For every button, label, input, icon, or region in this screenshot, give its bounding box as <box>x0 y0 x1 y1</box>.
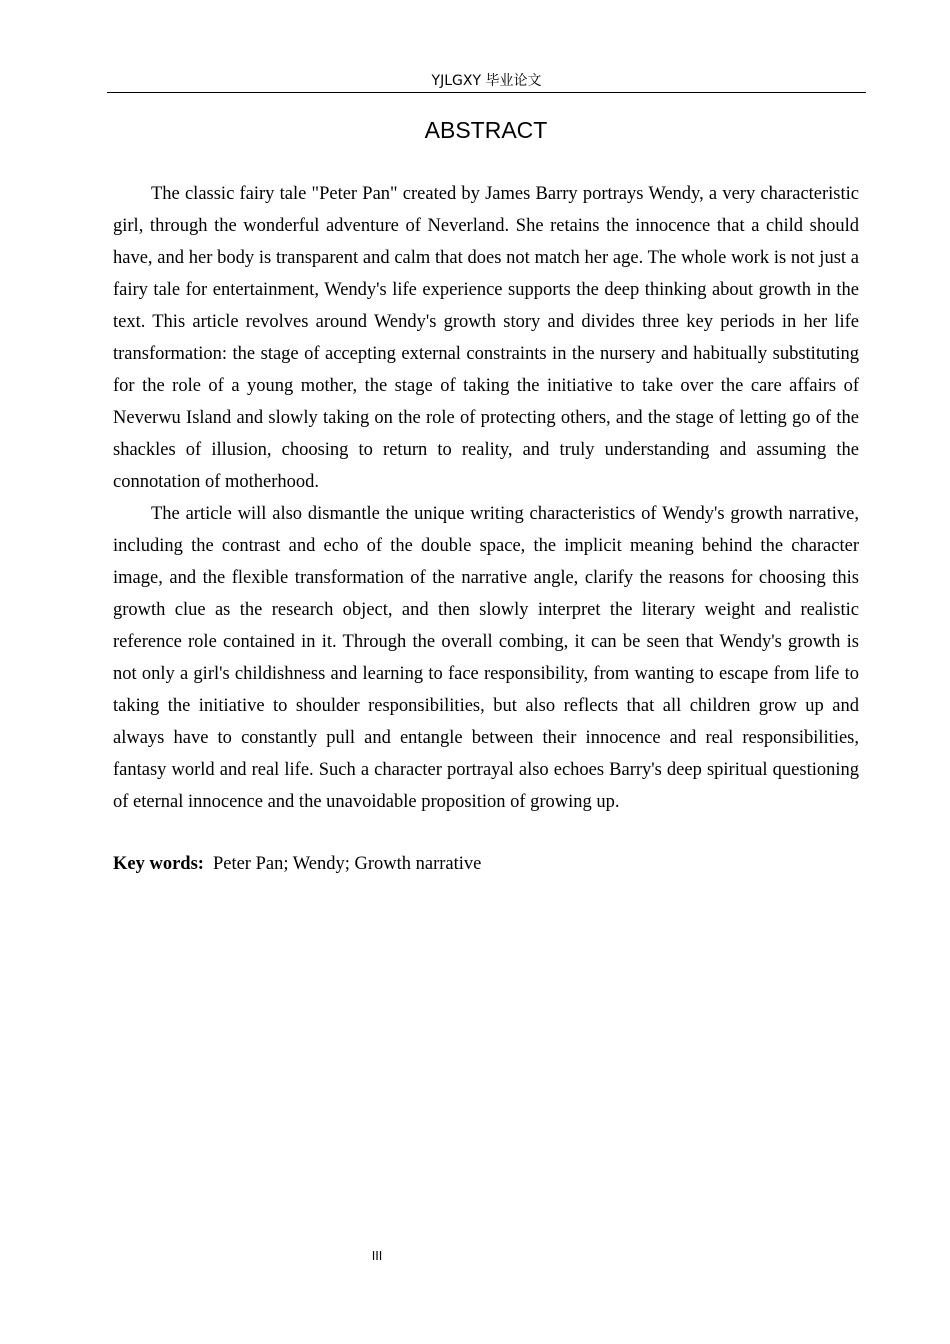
abstract-paragraph-1: The classic fairy tale "Peter Pan" created by James Barry portrays Wendy, a very characteristic girl, through the wonderful adventure of Neverland. She retains the innocence that a child should have, and her body is transparent and calm that does not match her age. The whole work is not just a fairy tale for entertainment, Wendy's life experience supports the deep thinking about growth in the text. This article revolves around Wendy's growth story and divides three key periods in her life transformation: the stage of accepting external constraints in the nursery and habitually substituting for the role of a young mother, the stage of taking the initiative to take over the care affairs of Neverwu Island and slowly taking on the role of protecting others, and the stage of letting go of the shackles of illusion, choosing to return to reality, and truly understanding and assuming the connotation of motherhood. <box>113 184 859 492</box>
abstract-paragraph-2: The article will also dismantle the unique writing characteristics of Wendy's growth narrative, including the contrast and echo of the double space, the implicit meaning behind the character image, and the flexible transformation of the narrative angle, clarify the reasons for choosing this growth clue as the research object, and then slowly interpret the literary weight and realistic reference role contained in it. Through the overall combing, it can be seen that Wendy's growth is not only a girl's childishness and learning to face responsibility, from wanting to escape from life to taking the initiative to shoulder responsibilities, but also reflects that all children grow up and always have to constantly pull and entangle between their innocence and real responsibilities, fantasy world and real life. Such a character portrayal also echoes Barry's deep spiritual questioning of eternal innocence and the unavoidable proposition of growing up. <box>113 504 859 812</box>
abstract-body <box>113 178 859 818</box>
keywords <box>113 848 859 880</box>
keywords-label: Key words: <box>113 854 204 874</box>
page-header: YJLGXY 毕业论文 <box>431 73 542 89</box>
abstract-title: ABSTRACT <box>424 117 548 143</box>
header-rule <box>107 92 866 93</box>
page-number: III <box>371 1249 383 1263</box>
keywords-value: Peter Pan; Wendy; Growth narrative <box>212 854 482 874</box>
